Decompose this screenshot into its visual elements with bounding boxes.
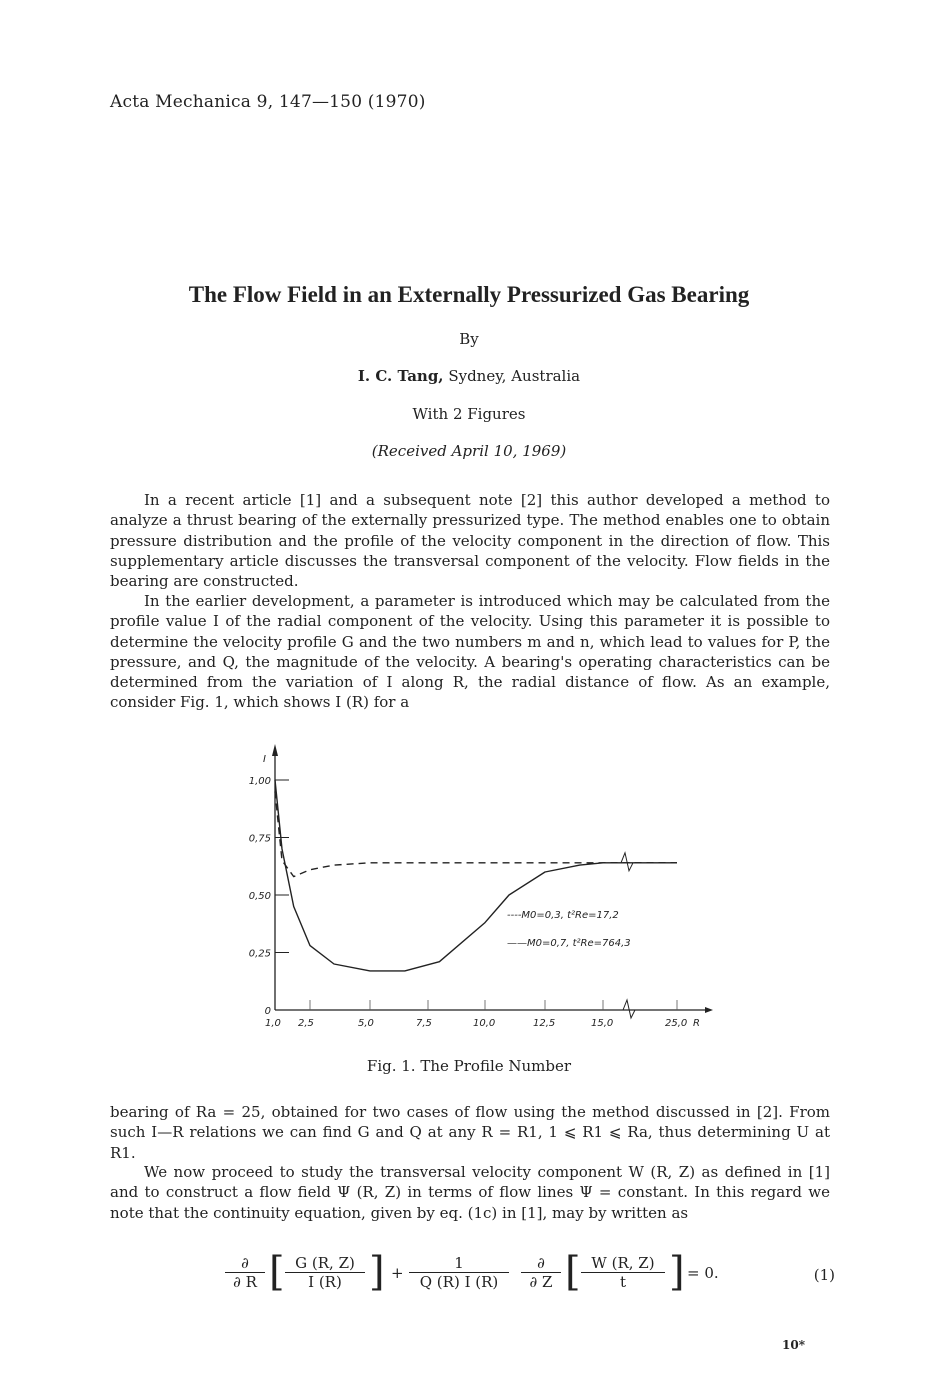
x-tick-label: 15,0	[591, 1018, 614, 1029]
eq-partial-symbol-2: ∂	[521, 1254, 561, 1273]
y-axis-label: I	[263, 754, 266, 765]
eq-partial-symbol: ∂	[225, 1254, 265, 1273]
paragraph-development: In the earlier development, a parameter is introduced which may be calculated from the profile value I of the radial component of the velocity. Using this parameter it is possible to determine the velocity profile G and the two numbers m and n, which lead to values for P, the pressure, and Q, the magnitude of the velocity. A bearing's operating characteristics can be determined from the variation of I along R, the radial distance of flow. As an example, consider Fig. 1, which shows I (R) for a	[110, 592, 830, 712]
eq-num-w: W (R, Z)	[581, 1254, 665, 1273]
y-tick-label: 0,50	[248, 891, 271, 902]
journal-citation: Acta Mechanica 9, 147—150 (1970)	[110, 92, 426, 112]
legend-entry: ----M0=0,3, t²Re=17,2	[507, 910, 619, 921]
curve-break	[621, 853, 633, 871]
x-tick-label: 25,0	[665, 1018, 688, 1029]
x-axis-break	[623, 1000, 635, 1018]
x-tick-label: 7,5	[416, 1018, 432, 1029]
x-tick-label: 2,5	[298, 1018, 314, 1029]
equation-continuity	[225, 1248, 835, 1304]
paragraph-transversal: We now proceed to study the transversal velocity component W (R, Z) as defined in [1] and to construct a flow field Ψ (R, Z) in terms of flow lines Ψ = constant. In this regard we note that the continuity equation, given by eq. (1c) in [1], may by written as	[110, 1163, 830, 1222]
figure-caption: Fig. 1. The Profile Number	[366, 1057, 572, 1075]
eq-bracket-open: [	[269, 1249, 285, 1295]
eq-den-t: t	[619, 1273, 627, 1291]
author-line	[0, 367, 938, 385]
y-axis-arrow	[272, 744, 278, 756]
author-location: Sydney, Australia	[443, 367, 581, 385]
by-line: By	[459, 330, 479, 348]
eq-rhs: = 0.	[687, 1264, 719, 1282]
eq-num-one: 1	[409, 1254, 509, 1273]
y-tick-label: 0,25	[248, 948, 271, 960]
eq-den-i: I (R)	[308, 1273, 342, 1291]
x-axis-label: R	[693, 1018, 700, 1029]
eq-bracket-close-2: ]	[669, 1249, 685, 1295]
eq-num-g: G (R, Z)	[285, 1254, 365, 1273]
legend-entry: ——M0=0,7, t²Re=764,3	[507, 938, 631, 949]
paragraph-bearing: bearing of Ra = 25, obtained for two cases of flow using the method discussed in [2]. From such I—R relations we can find G and Q at any R = R1, 1 ⩽ R1 ⩽ Ra, thus determining U at R1.	[110, 1103, 830, 1162]
eq-den-qi: Q (R) I (R)	[419, 1273, 499, 1291]
y-tick-label: 0,75	[248, 833, 271, 845]
author-name: I. C. Tang,	[357, 367, 444, 385]
eq-plus: +	[391, 1264, 404, 1282]
eq-dr: ∂ R	[233, 1273, 257, 1291]
received-date: (Received April 10, 1969)	[371, 442, 567, 460]
eq-frac-g-over-i	[285, 1254, 365, 1291]
eq-dz: ∂ Z	[529, 1273, 553, 1291]
eq-partial-r	[225, 1254, 265, 1291]
equation-number: (1)	[813, 1266, 835, 1284]
paper-title: The Flow Field in an Externally Pressurized Gas Bearing	[188, 282, 750, 307]
eq-frac-one-over-qi	[409, 1254, 509, 1291]
eq-partial-z	[521, 1254, 561, 1291]
x-tick-label: 10,0	[473, 1018, 496, 1029]
eq-frac-w-over-t	[581, 1254, 665, 1291]
x-tick-label: 12,5	[533, 1018, 556, 1029]
series-line-dashed	[275, 792, 677, 877]
page-footer-signature: 10*	[782, 1338, 805, 1352]
figures-note: With 2 Figures	[412, 405, 526, 423]
y-tick-label: 1,00	[248, 776, 271, 787]
paragraph-intro: In a recent article [1] and a subsequent note [2] this author developed a method to analyze a thrust bearing of the externally pressurized type. The method enables one to obtain pressure distribution and the profile of the velocity component in the direction of flow. This supplementary article discusses the transversal component of the velocity. Flow fields in the bearing are constructed.	[110, 491, 830, 591]
y-tick-label: 0	[264, 1006, 271, 1017]
eq-bracket-close: ]	[369, 1249, 385, 1295]
x-tick-label: 5,0	[358, 1018, 374, 1029]
eq-bracket-open-2: [	[565, 1249, 581, 1295]
profile-number-chart	[225, 740, 715, 1040]
x-tick-label: 1,0	[265, 1018, 281, 1029]
x-axis-arrow	[705, 1007, 713, 1013]
